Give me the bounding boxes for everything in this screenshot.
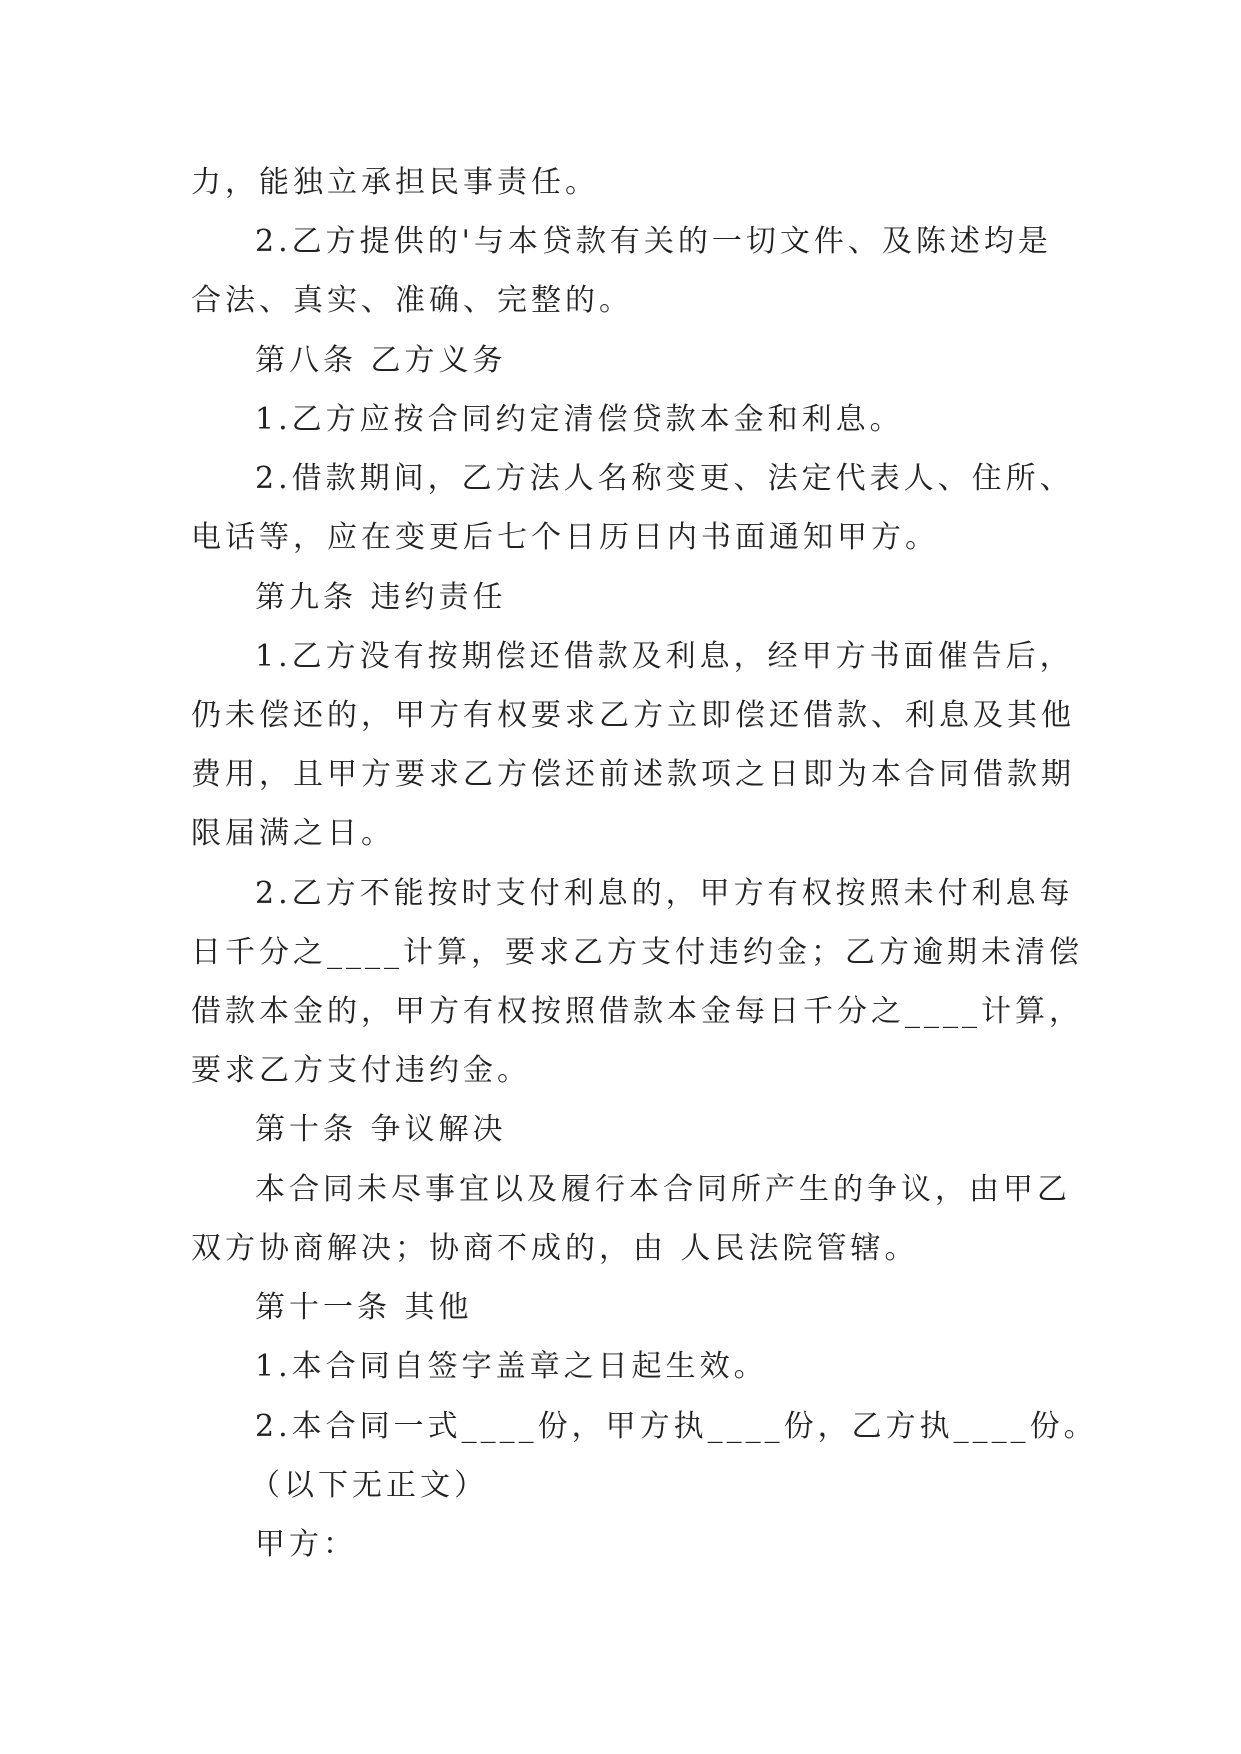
clause-9-item-1: 1.乙方没有按期偿还借款及利息，经甲方书面催告后， bbox=[255, 639, 1074, 674]
clause-8-item-1: 1.乙方应按合同约定清偿贷款本金和利息。 bbox=[255, 402, 904, 437]
article-8-heading: 第八条 乙方义务 bbox=[255, 343, 507, 378]
paragraph-line: 要求乙方支付违约金。 bbox=[191, 1053, 531, 1088]
clause-11-item-1: 1.本合同自签字盖章之日起生效。 bbox=[255, 1349, 768, 1384]
clause-10-text: 本合同未尽事宜以及履行本合同所产生的争议，由甲乙 bbox=[255, 1172, 1071, 1207]
paragraph-line: 力，能独立承担民事责任。 bbox=[191, 165, 599, 200]
article-10-heading: 第十条 争议解决 bbox=[255, 1112, 507, 1147]
no-further-text-note: （以下无正文） bbox=[250, 1468, 488, 1503]
clause-9-item-2: 2.乙方不能按时支付利息的，甲方有权按照未付利息每 bbox=[255, 876, 1074, 911]
paragraph-line: 双方协商解决；协商不成的，由 人民法院管辖。 bbox=[191, 1231, 919, 1266]
paragraph-line: 电话等，应在变更后七个日历日内书面通知甲方。 bbox=[191, 520, 939, 555]
paragraph-line: 费用，且甲方要求乙方偿还前述款项之日即为本合同借款期 bbox=[191, 757, 1075, 792]
clause-8-item-2: 2.借款期间，乙方法人名称变更、法定代表人、住所、 bbox=[255, 461, 1074, 496]
article-11-heading: 第十一条 其他 bbox=[255, 1290, 473, 1325]
article-9-heading: 第九条 违约责任 bbox=[255, 580, 507, 615]
clause-7-item-2: 2.乙方提供的'与本贷款有关的一切文件、及陈述均是 bbox=[255, 224, 1052, 259]
paragraph-line: 合法、真实、准确、完整的。 bbox=[191, 283, 633, 318]
clause-11-item-2: 2.本合同一式____份，甲方执____份，乙方执____份。 bbox=[255, 1409, 1098, 1444]
party-a-signature-label: 甲方： bbox=[255, 1527, 357, 1562]
paragraph-line: 借款本金的，甲方有权按照借款本金每日千分之____计算， bbox=[191, 994, 1083, 1029]
paragraph-line: 仍未偿还的，甲方有权要求乙方立即偿还借款、利息及其他 bbox=[191, 698, 1075, 733]
paragraph-line: 限届满之日。 bbox=[191, 816, 395, 851]
paragraph-line: 日千分之____计算，要求乙方支付违约金；乙方逾期未清偿 bbox=[191, 935, 1083, 970]
